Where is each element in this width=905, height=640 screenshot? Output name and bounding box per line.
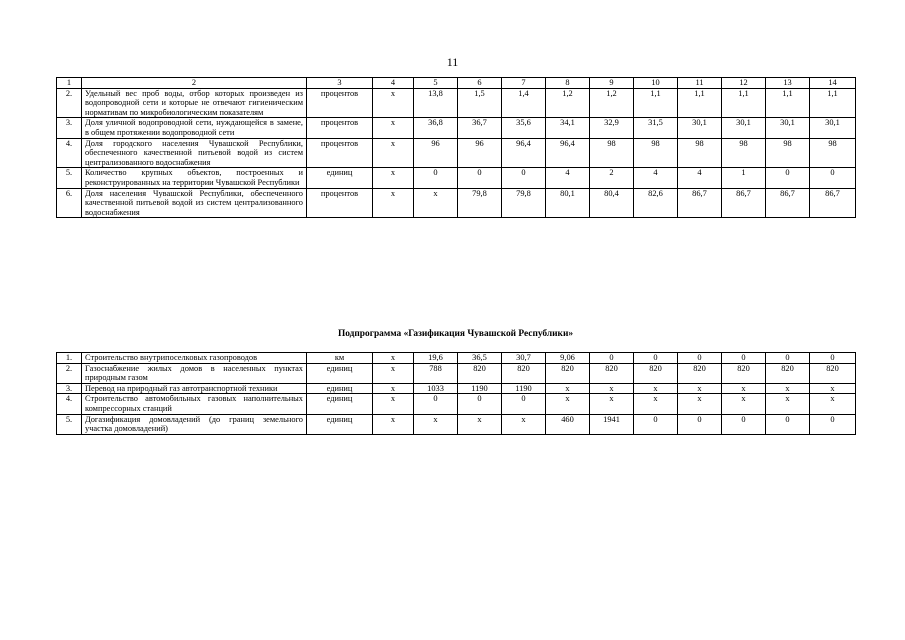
value-cell: 0 [810, 168, 856, 188]
column-number: 2 [82, 78, 307, 89]
value-cell: 820 [502, 363, 546, 383]
value-cell: 0 [414, 394, 458, 414]
value-cell: 0 [810, 353, 856, 364]
value-cell: 9,06 [546, 353, 590, 364]
indicator-name: Газоснабжение жилых домов в населенных пунктах природным газом [82, 363, 307, 383]
value-cell: 820 [766, 363, 810, 383]
column-number: 13 [766, 78, 810, 89]
unit-cell: единиц [307, 383, 373, 394]
value-cell: 0 [590, 353, 634, 364]
unit-cell: процентов [307, 188, 373, 218]
value-cell: х [590, 383, 634, 394]
value-cell: 0 [502, 168, 546, 188]
row-number: 2. [57, 363, 82, 383]
indicator-name: Строительство автомобильных газовых наполнительных компрессорных станций [82, 394, 307, 414]
column-number: 10 [634, 78, 678, 89]
indicator-name: Догазификация домовладений (до границ земельного участка домовладений) [82, 414, 307, 434]
row-number: 5. [57, 168, 82, 188]
value-cell: 82,6 [634, 188, 678, 218]
value-cell: 13,8 [414, 88, 458, 118]
value-cell: х [546, 394, 590, 414]
value-cell: 1033 [414, 383, 458, 394]
value-cell: 86,7 [810, 188, 856, 218]
value-cell: х [634, 394, 678, 414]
column-number: 5 [414, 78, 458, 89]
unit-cell: процентов [307, 138, 373, 168]
column-number: 8 [546, 78, 590, 89]
value-cell: 32,9 [590, 118, 634, 138]
value-cell: х [590, 394, 634, 414]
value-cell: 35,6 [502, 118, 546, 138]
column-number: 1 [57, 78, 82, 89]
value-cell: х [810, 394, 856, 414]
table-row [57, 383, 856, 394]
indicator-name: Строительство внутрипоселковых газопроводов [82, 353, 307, 364]
value-cell: 98 [634, 138, 678, 168]
indicators-table-gasification [56, 352, 856, 435]
value-cell: 820 [810, 363, 856, 383]
value-cell: 19,6 [414, 353, 458, 364]
value-cell: 1,1 [634, 88, 678, 118]
value-cell: 0 [678, 353, 722, 364]
value-cell: 0 [766, 414, 810, 434]
value-cell: 36,8 [414, 118, 458, 138]
value-cell: 4 [546, 168, 590, 188]
value-cell: 86,7 [678, 188, 722, 218]
value-cell: 96,4 [502, 138, 546, 168]
value-cell: 30,1 [722, 118, 766, 138]
row-number: 4. [57, 394, 82, 414]
value-cell: х [373, 138, 414, 168]
value-cell: 34,1 [546, 118, 590, 138]
value-cell: 1,2 [546, 88, 590, 118]
unit-cell: единиц [307, 168, 373, 188]
row-number: 6. [57, 188, 82, 218]
value-cell: 820 [546, 363, 590, 383]
subprogram-title: Подпрограмма «Газификация Чувашской Республики» [337, 329, 574, 339]
value-cell: 96,4 [546, 138, 590, 168]
row-number: 3. [57, 383, 82, 394]
value-cell: 31,5 [634, 118, 678, 138]
value-cell: х [373, 414, 414, 434]
indicators-table-top [56, 77, 856, 218]
unit-cell: единиц [307, 414, 373, 434]
indicator-name: Количество крупных объектов, построенных и реконструированных на территории Чувашской Республики [82, 168, 307, 188]
value-cell: х [373, 188, 414, 218]
value-cell: х [458, 414, 502, 434]
column-number: 6 [458, 78, 502, 89]
value-cell: 1,4 [502, 88, 546, 118]
value-cell: х [722, 394, 766, 414]
value-cell: 98 [722, 138, 766, 168]
value-cell: 98 [590, 138, 634, 168]
value-cell: 80,1 [546, 188, 590, 218]
value-cell: х [502, 414, 546, 434]
value-cell: 30,1 [810, 118, 856, 138]
row-number: 5. [57, 414, 82, 434]
row-number: 3. [57, 118, 82, 138]
indicator-name: Удельный вес проб воды, отбор которых произведен из водопроводной сети и которые не отвечают гигиеническим нормативам по микробиологическим показателям [82, 88, 307, 118]
value-cell: 788 [414, 363, 458, 383]
value-cell: х [373, 394, 414, 414]
value-cell: 96 [414, 138, 458, 168]
value-cell: х [414, 188, 458, 218]
value-cell: х [678, 383, 722, 394]
value-cell: х [373, 168, 414, 188]
value-cell: 4 [634, 168, 678, 188]
unit-cell: процентов [307, 88, 373, 118]
value-cell: 0 [766, 168, 810, 188]
value-cell: х [373, 383, 414, 394]
value-cell: 460 [546, 414, 590, 434]
value-cell: х [722, 383, 766, 394]
table-row [57, 414, 856, 434]
value-cell: 36,5 [458, 353, 502, 364]
value-cell: х [373, 353, 414, 364]
value-cell: 1,1 [678, 88, 722, 118]
value-cell: 0 [502, 394, 546, 414]
column-number: 12 [722, 78, 766, 89]
indicator-name: Перевод на природный газ автотранспортной техники [82, 383, 307, 394]
value-cell: 0 [678, 414, 722, 434]
value-cell: 0 [722, 353, 766, 364]
unit-cell: км [307, 353, 373, 364]
unit-cell: процентов [307, 118, 373, 138]
value-cell: 1190 [458, 383, 502, 394]
table-row [57, 188, 856, 218]
value-cell: 1190 [502, 383, 546, 394]
value-cell: 0 [458, 168, 502, 188]
value-cell: 80,4 [590, 188, 634, 218]
unit-cell: единиц [307, 363, 373, 383]
value-cell: 2 [590, 168, 634, 188]
column-number: 9 [590, 78, 634, 89]
value-cell: 1 [722, 168, 766, 188]
value-cell: 30,1 [766, 118, 810, 138]
value-cell: 820 [634, 363, 678, 383]
table-row [57, 394, 856, 414]
row-number: 1. [57, 353, 82, 364]
value-cell: 820 [678, 363, 722, 383]
value-cell: 30,7 [502, 353, 546, 364]
value-cell: 0 [458, 394, 502, 414]
value-cell: 0 [810, 414, 856, 434]
value-cell: х [634, 383, 678, 394]
value-cell: 98 [766, 138, 810, 168]
value-cell: 98 [678, 138, 722, 168]
value-cell: 98 [810, 138, 856, 168]
value-cell: х [766, 383, 810, 394]
value-cell: х [766, 394, 810, 414]
value-cell: 86,7 [766, 188, 810, 218]
value-cell: 0 [414, 168, 458, 188]
table-row [57, 118, 856, 138]
value-cell: х [546, 383, 590, 394]
value-cell: 1,5 [458, 88, 502, 118]
value-cell: 820 [722, 363, 766, 383]
table-row [57, 353, 856, 364]
value-cell: 30,1 [678, 118, 722, 138]
indicator-name: Доля уличной водопроводной сети, нуждающейся в замене, в общем протяжении водопроводной сети [82, 118, 307, 138]
value-cell: 0 [634, 353, 678, 364]
value-cell: 0 [634, 414, 678, 434]
row-number: 2. [57, 88, 82, 118]
table-row [57, 168, 856, 188]
value-cell: 820 [458, 363, 502, 383]
value-cell: 86,7 [722, 188, 766, 218]
column-number: 3 [307, 78, 373, 89]
value-cell: 1,1 [722, 88, 766, 118]
value-cell: 0 [766, 353, 810, 364]
value-cell: х [373, 88, 414, 118]
value-cell: х [414, 414, 458, 434]
value-cell: 79,8 [458, 188, 502, 218]
value-cell: 79,8 [502, 188, 546, 218]
column-number: 7 [502, 78, 546, 89]
value-cell: х [373, 363, 414, 383]
column-number: 11 [678, 78, 722, 89]
column-number: 14 [810, 78, 856, 89]
value-cell: 820 [590, 363, 634, 383]
value-cell: 4 [678, 168, 722, 188]
value-cell: х [810, 383, 856, 394]
value-cell: х [373, 118, 414, 138]
table-row [57, 363, 856, 383]
indicator-name: Доля городского населения Чувашской Республики, обеспеченного качественной питьевой водой из систем централизованного водоснабжения [82, 138, 307, 168]
unit-cell: единиц [307, 394, 373, 414]
value-cell: 1,2 [590, 88, 634, 118]
table-row [57, 88, 856, 118]
row-number: 4. [57, 138, 82, 168]
table-row [57, 138, 856, 168]
value-cell: 0 [722, 414, 766, 434]
value-cell: 1941 [590, 414, 634, 434]
value-cell: 96 [458, 138, 502, 168]
page-number: 11 [446, 55, 459, 69]
header-row [57, 78, 856, 89]
column-number: 4 [373, 78, 414, 89]
value-cell: 1,1 [810, 88, 856, 118]
value-cell: х [678, 394, 722, 414]
value-cell: 36,7 [458, 118, 502, 138]
value-cell: 1,1 [766, 88, 810, 118]
indicator-name: Доля населения Чувашской Республики, обеспеченного качественной питьевой водой из систем централизованного водоснабжения [82, 188, 307, 218]
